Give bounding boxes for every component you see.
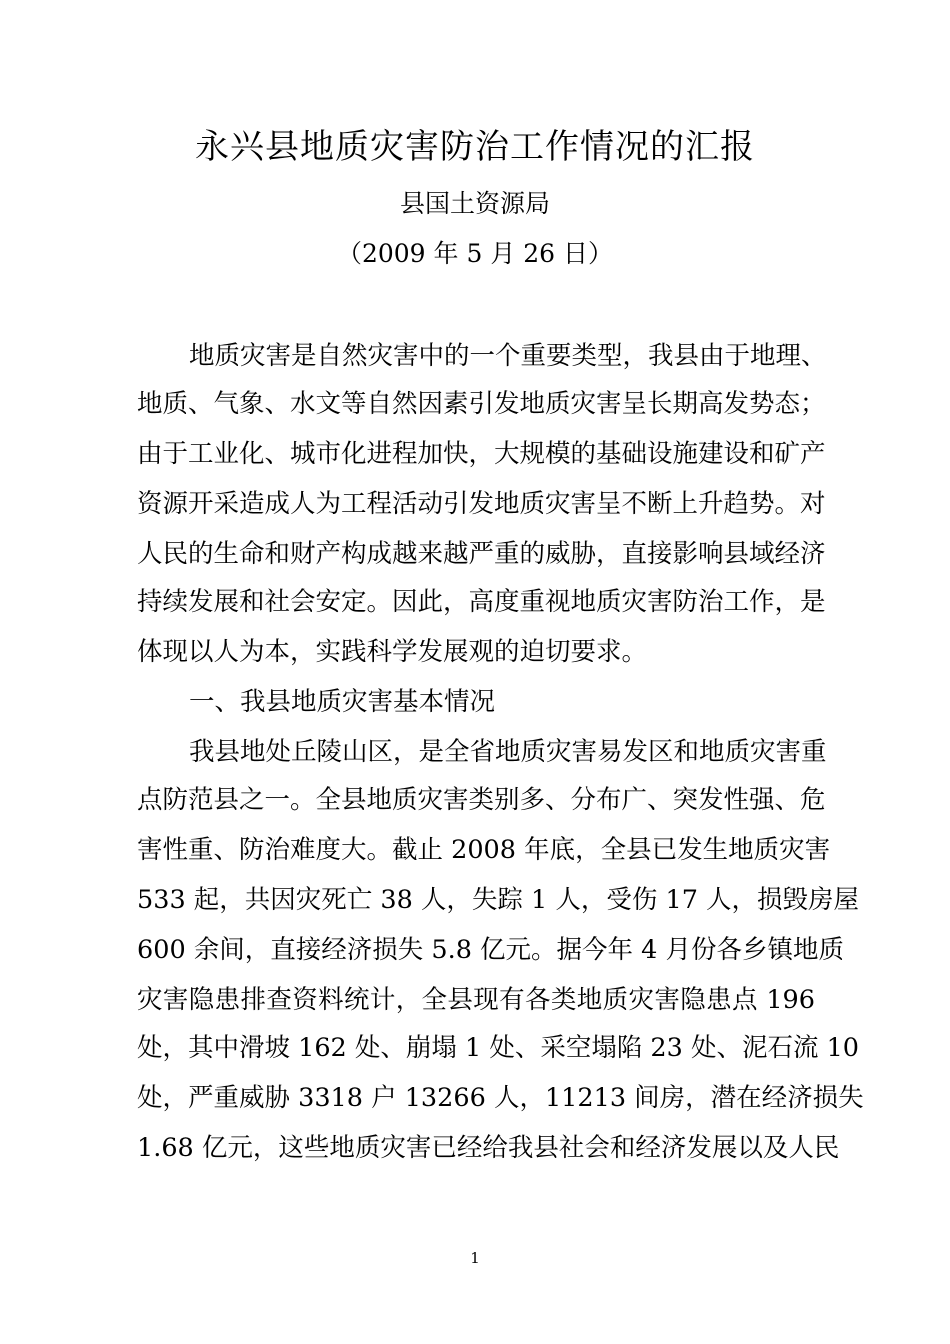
issuing-organization: 县国土资源局 <box>399 189 550 218</box>
paragraph-line: 灾害隐患排查资料统计，全县现有各类地质灾害隐患点 196 <box>137 985 815 1015</box>
paragraph-line: 资源开采造成人为工程活动引发地质灾害呈不断上升趋势。对 <box>137 489 826 519</box>
paragraph-line: 1.68 亿元，这些地质灾害已经给我县社会和经济发展以及人民 <box>137 1133 840 1163</box>
paragraph-line: 害性重、防治难度大。截止 2008 年底，全县已发生地质灾害 <box>137 835 831 865</box>
page-number: 1 <box>470 1249 480 1267</box>
paragraph-line: 地质灾害是自然灾害中的一个重要类型，我县由于地理、 <box>189 341 827 371</box>
paragraph-line: 600 余间，直接经济损失 5.8 亿元。据今年 4 月份各乡镇地质 <box>137 935 844 965</box>
paragraph-line: 人民的生命和财产构成越来越严重的威胁，直接影响县域经济 <box>137 539 826 569</box>
paragraph-line: 我县地处丘陵山区，是全省地质灾害易发区和地质灾害重 <box>189 737 827 767</box>
paragraph-line: 持续发展和社会安定。因此，高度重视地质灾害防治工作，是 <box>137 587 826 617</box>
paragraph-line: 533 起，共因灾死亡 38 人，失踪 1 人，受伤 17 人，损毁房屋 <box>137 885 860 915</box>
document-title: 永兴县地质灾害防治工作情况的汇报 <box>195 127 755 167</box>
paragraph-line: 处，严重威胁 3318 户 13266 人，11213 间房，潜在经济损失 <box>137 1083 864 1113</box>
section-heading: 一、我县地质灾害基本情况 <box>189 687 496 717</box>
paragraph-line: 点防范县之一。全县地质灾害类别多、分布广、突发性强、危 <box>137 785 826 815</box>
paragraph-line: 由于工业化、城市化进程加快，大规模的基础设施建设和矿产 <box>137 439 826 469</box>
paragraph-line: 体现以人为本，实践科学发展观的迫切要求。 <box>137 637 648 667</box>
paragraph-line: 地质、气象、水文等自然因素引发地质灾害呈长期高发势态； <box>137 389 826 419</box>
document-date: （2009 年 5 月 26 日） <box>336 239 614 268</box>
paragraph-line: 处，其中滑坡 162 处、崩塌 1 处、采空塌陷 23 处、泥石流 10 <box>137 1033 860 1063</box>
